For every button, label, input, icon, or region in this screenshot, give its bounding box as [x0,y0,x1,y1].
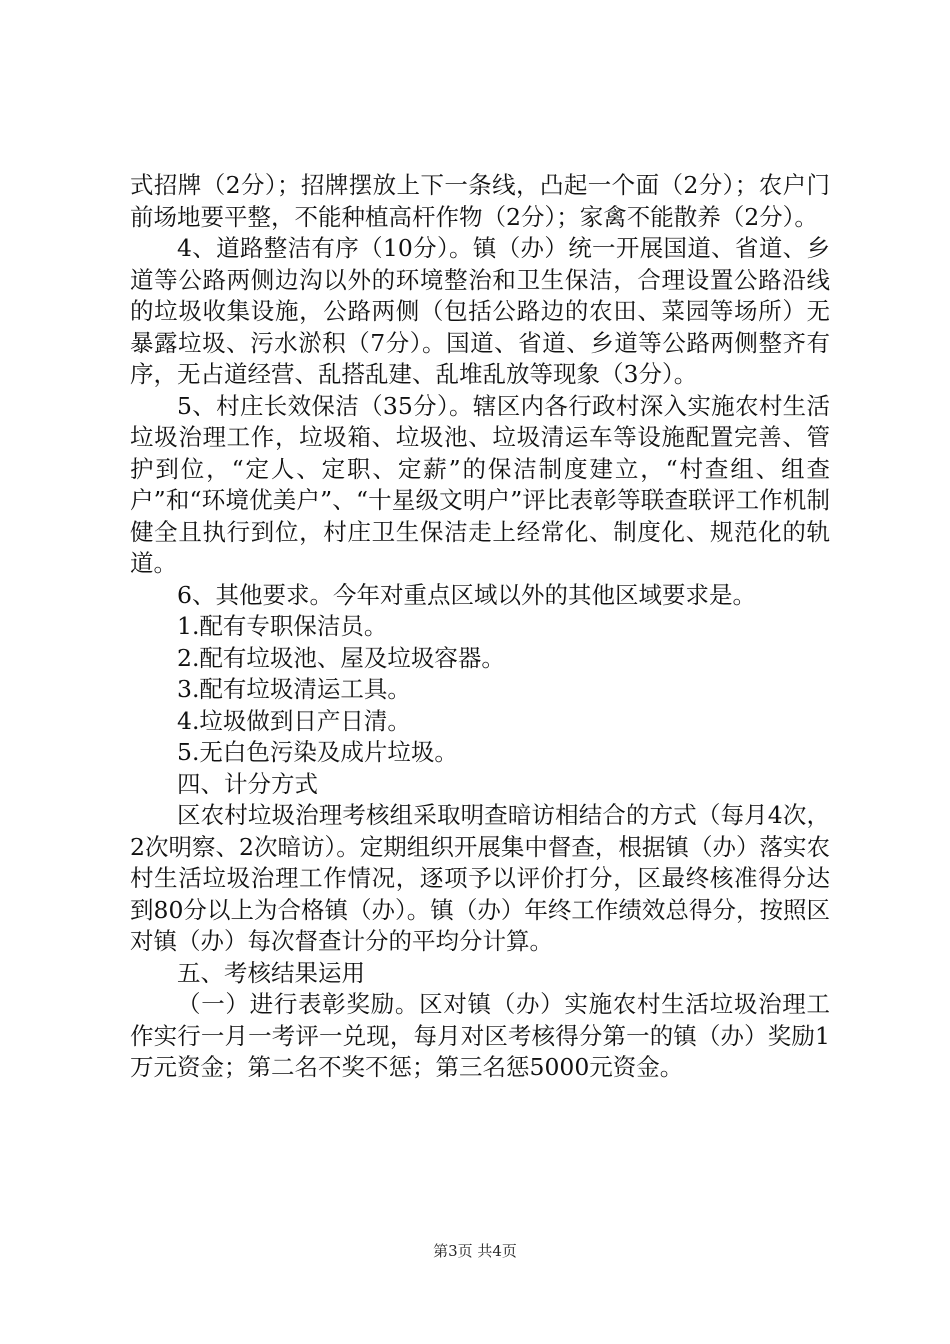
document-body [130,170,830,1084]
list-item: 3.配有垃圾清运工具。 [177,675,411,703]
paragraph: 式招牌（2分）；招牌摆放上下一条线，凸起一个面（2分）；农户门前场地要平整，不能种植高杆作物（2分）；家禽不能散养（2分）。 [130,171,830,231]
paragraph: 区农村垃圾治理考核组采取明查暗访相结合的方式（每月4次，2次明察、2次暗访）。定期组织开展集中督查，根据镇（办）落实农村生活垃圾治理工作情况，逐项予以评价打分，区最终核准得分达到80分以上为合格镇（办）。镇（办）年终工作绩效总得分，按照区对镇（办）每次督查计分的平均分计算。 [130,801,830,955]
paragraph: 6、其他要求。今年对重点区域以外的其他区域要求是。 [177,580,756,609]
list-item: 5.无白色污染及成片垃圾。 [177,738,458,766]
list-item: 1.配有专职保洁员。 [177,612,388,640]
paragraph: 4、道路整洁有序（10分）。镇（办）统一开展国道、省道、乡道等公路两侧边沟以外的环境整治和卫生保洁，合理设置公路沿线的垃圾收集设施，公路两侧（包括公路边的农田、菜园等场所）无暴露垃圾、污水淤积（7分）。国道、省道、乡道等公路两侧整齐有序，无占道经营、乱搭乱建、乱堆乱放等现象（3分）。 [130,234,830,388]
paragraph: 5、村庄长效保洁（35分）。辖区内各行政村深入实施农村生活垃圾治理工作，垃圾箱、垃圾池、垃圾清运车等设施配置完善、管护到位，“定人、定职、定薪”的保洁制度建立，“村查组、组查户”和“环境优美户”、“十星级文明户”评比表彰等联查联评工作机制健全且执行到位，村庄卫生保洁走上经常化、制度化、规范化的轨道。 [130,391,830,577]
list-item: 4.垃圾做到日产日清。 [177,706,411,735]
section-heading: 四、计分方式 [177,769,318,798]
list-item: 2.配有垃圾池、屋及垃圾容器。 [177,643,505,672]
section-heading: 五、考核结果运用 [177,958,365,987]
paragraph: （一）进行表彰奖励。区对镇（办）实施农村生活垃圾治理工作实行一月一考评一兑现，每月对区考核得分第一的镇（办）奖励1万元资金；第二名不奖不惩；第三名惩5000元资金。 [130,990,830,1081]
page-footer: 第3页 共4页 [433,1242,517,1260]
